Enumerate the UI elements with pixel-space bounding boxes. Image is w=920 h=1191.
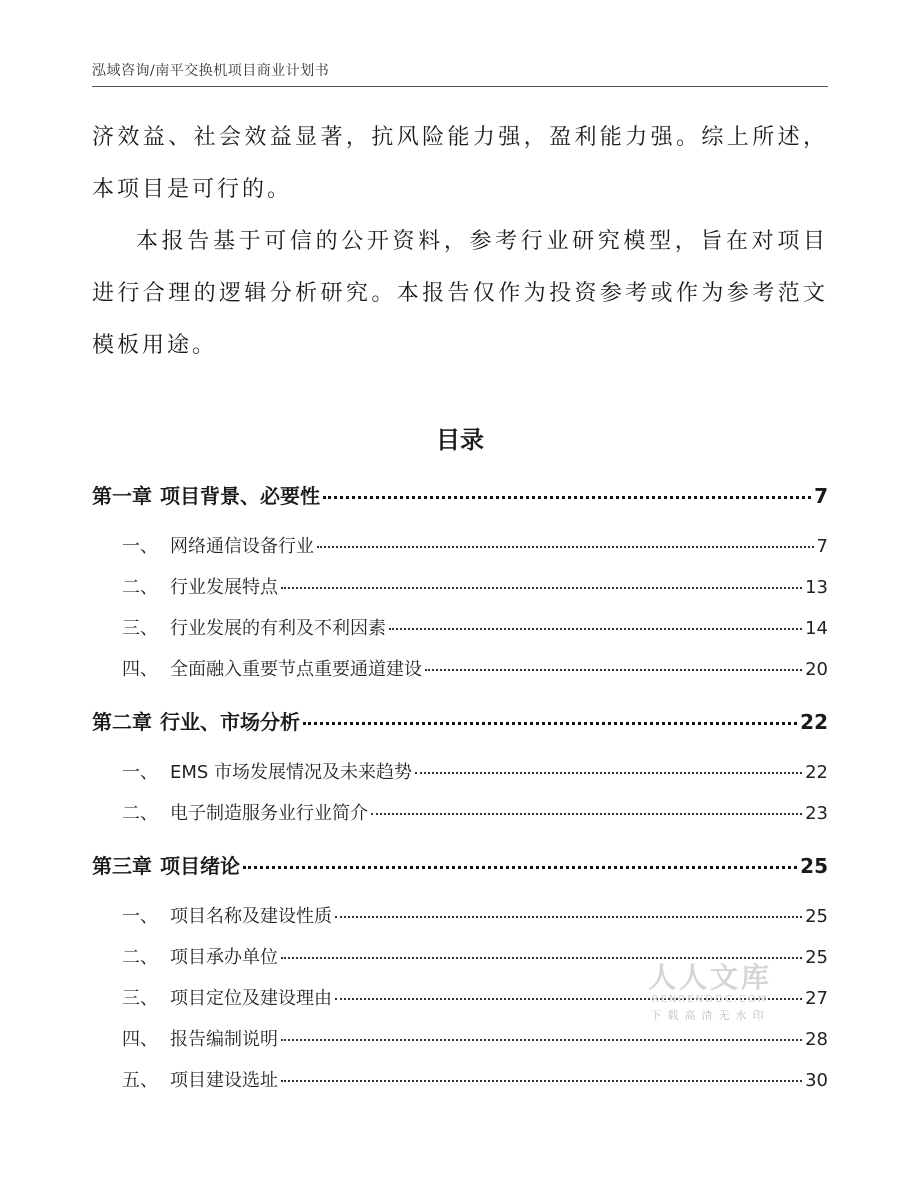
watermark-caption: 下载高清无水印 [650, 1009, 770, 1022]
toc-chapter-label: 项目绪论 [160, 854, 240, 878]
toc-page-number: 23 [805, 803, 828, 824]
toc-section[interactable] [92, 573, 828, 599]
watermark [648, 956, 772, 1023]
body-paragraph-2: 本报告基于可信的公开资料，参考行业研究模型，旨在对项目进行合理的逻辑分析研究。本报告仅作为投资参考或作为参考范文模板用途。 [92, 229, 828, 358]
toc-chapter-2[interactable] [92, 706, 828, 735]
toc-chapter-label: 行业、市场分析 [160, 710, 300, 734]
toc-section-number: 一、 [122, 762, 158, 783]
toc-page-number: 22 [800, 710, 828, 734]
toc-section-number: 四、 [122, 1029, 158, 1050]
toc-page-number: 7 [816, 536, 828, 557]
toc-section[interactable] [92, 1025, 828, 1051]
toc-chapter-label: 项目背景、必要性 [160, 484, 320, 508]
toc-page-number: 25 [800, 854, 828, 878]
toc-chapter-number: 第二章 [92, 710, 152, 734]
toc-section[interactable] [92, 758, 828, 784]
toc-section-number: 五、 [122, 1070, 158, 1091]
toc-page-number: 14 [805, 618, 828, 639]
toc-section-label: 网络通信设备行业 [170, 536, 314, 557]
toc-chapter-number: 第一章 [92, 484, 152, 508]
toc-section-label: 电子制造服务业行业简介 [170, 803, 368, 824]
toc-chapter-1[interactable] [92, 480, 828, 509]
toc-section-number: 二、 [122, 577, 158, 598]
toc-section-number: 一、 [122, 536, 158, 557]
dot-leader [281, 1080, 802, 1082]
watermark-domain: RENRENDOC.COM [651, 994, 769, 1005]
toc-page-number: 27 [805, 988, 828, 1009]
toc-page-number: 7 [814, 484, 828, 508]
dot-leader [317, 546, 814, 548]
toc-page-number: 20 [805, 659, 828, 680]
watermark-brand: 人人文库 [648, 961, 773, 994]
toc-section[interactable] [92, 1066, 828, 1092]
dot-leader [281, 1039, 802, 1041]
dot-leader [281, 587, 802, 589]
toc-section-label: 项目建设选址 [170, 1070, 278, 1091]
toc-page-number: 30 [805, 1070, 828, 1091]
toc-section-label: 行业发展的有利及不利因素 [170, 618, 386, 639]
dot-leader [425, 669, 802, 671]
header-divider [92, 86, 828, 87]
toc-section-number: 二、 [122, 947, 158, 968]
toc-page-number: 13 [805, 577, 828, 598]
toc-title: 目录 [436, 426, 484, 454]
toc-section[interactable] [92, 799, 828, 825]
toc-section[interactable] [92, 614, 828, 640]
toc-section-number: 二、 [122, 803, 158, 824]
toc-section-label: 项目承办单位 [170, 947, 278, 968]
toc-section[interactable] [92, 655, 828, 681]
toc-page-number: 22 [805, 762, 828, 783]
toc-section-label: 行业发展特点 [170, 577, 278, 598]
toc-section-label: EMS 市场发展情况及未来趋势 [170, 762, 413, 783]
running-header: 泓域咨询/南平交换机项目商业计划书 [92, 63, 330, 79]
toc-chapter-3[interactable] [92, 850, 828, 879]
toc-page-number: 25 [805, 906, 828, 927]
toc-section-number: 一、 [122, 906, 158, 927]
toc-section-number: 三、 [122, 618, 158, 639]
dot-leader [371, 813, 802, 815]
dot-leader [335, 916, 802, 918]
toc-page-number: 28 [805, 1029, 828, 1050]
dot-leader [323, 496, 811, 499]
dot-leader [303, 722, 797, 725]
dot-leader [415, 772, 802, 774]
toc-page-number: 25 [805, 947, 828, 968]
toc-section-label: 报告编制说明 [170, 1029, 278, 1050]
dot-leader [389, 628, 802, 630]
toc-section[interactable] [92, 902, 828, 928]
toc-section[interactable] [92, 532, 828, 558]
toc-section-number: 四、 [122, 659, 158, 680]
dot-leader [243, 866, 797, 869]
toc-section-label: 项目定位及建设理由 [170, 988, 332, 1009]
toc-chapter-number: 第三章 [92, 854, 152, 878]
toc-section-label: 项目名称及建设性质 [170, 906, 332, 927]
toc-section-label: 全面融入重要节点重要通道建设 [170, 659, 422, 680]
toc-section-number: 三、 [122, 988, 158, 1009]
body-paragraph-1: 济效益、社会效益显著，抗风险能力强，盈利能力强。综上所述，本项目是可行的。 [92, 125, 828, 202]
